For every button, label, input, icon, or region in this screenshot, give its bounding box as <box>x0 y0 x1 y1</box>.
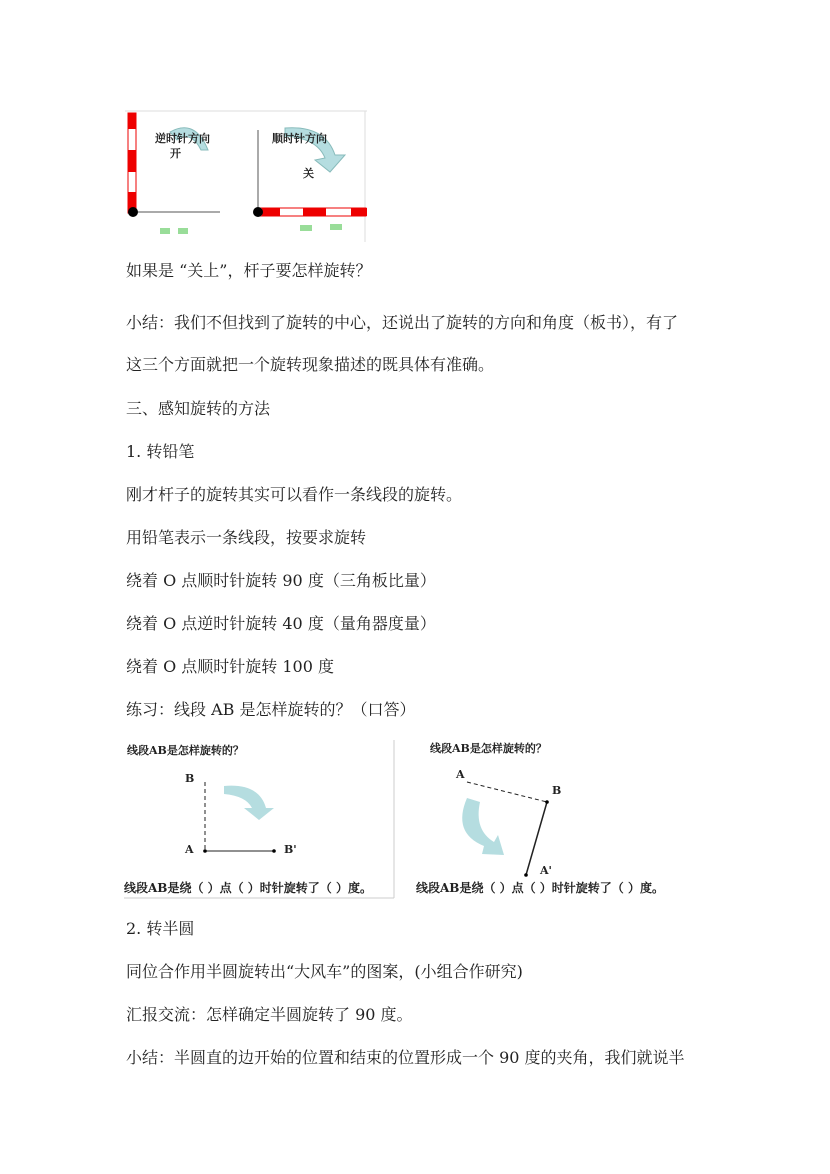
point-b-label: B <box>185 772 195 785</box>
paragraph: 练习：线段 AB 是怎样旋转的？（口答） <box>126 700 416 719</box>
exercise-question: 线段AB是绕（ ）点（ ）时针旋转了（ ）度。 <box>416 881 664 895</box>
point-a-label: A <box>456 768 465 781</box>
paragraph: 用铅笔表示一条线段，按要求旋转 <box>126 528 367 547</box>
open-label: 开 <box>170 147 181 160</box>
subheading: 1. 转铅笔 <box>126 442 195 461</box>
exercise-question: 线段AB是绕（ ）点（ ）时针旋转了（ ）度。 <box>124 881 372 895</box>
gate-rotation-figure <box>125 110 367 242</box>
point-a-label: A <box>185 843 194 856</box>
exercise-right-diagram <box>412 738 702 900</box>
paragraph: 绕着 O 点顺时针旋转 90 度（三角板比量） <box>126 571 436 590</box>
point-b-prime-label: B' <box>284 843 297 856</box>
paragraph: 小结：半圆直的边开始的位置和结束的位置形成一个 90 度的夹角，我们就说半 <box>126 1048 685 1067</box>
exercise-title: 线段AB是怎样旋转的？ <box>127 744 244 757</box>
exercise-left-diagram <box>124 738 396 900</box>
clockwise-label: 顺时针方向 <box>272 132 327 145</box>
paragraph: 这三个方面就把一个旋转现象描述的既具体有准确。 <box>126 355 495 374</box>
close-label: 关 <box>303 167 314 180</box>
subheading: 2. 转半圆 <box>126 919 195 938</box>
paragraph: 绕着 O 点逆时针旋转 40 度（量角器度量） <box>126 614 436 633</box>
rotation-exercise-right <box>412 738 702 900</box>
point-a-prime-label: A' <box>540 864 552 877</box>
counterclockwise-label: 逆时针方向 <box>155 132 210 145</box>
paragraph: 如果是 “关上”，杆子要怎样旋转？ <box>126 261 372 280</box>
rotation-exercise-left <box>124 738 396 900</box>
paragraph: 小结：我们不但找到了旋转的中心，还说出了旋转的方向和角度（板书），有了 <box>126 313 679 332</box>
exercise-title: 线段AB是怎样旋转的？ <box>430 742 547 755</box>
point-b-label: B <box>552 784 562 797</box>
section-heading: 三、感知旋转的方法 <box>126 399 271 418</box>
paragraph: 刚才杆子的旋转其实可以看作一条线段的旋转。 <box>126 485 463 504</box>
paragraph: 汇报交流：怎样确定半圆旋转了 90 度。 <box>126 1005 413 1024</box>
paragraph: 绕着 O 点顺时针旋转 100 度 <box>126 657 335 676</box>
paragraph: 同位合作用半圆旋转出“大风车”的图案，(小组合作研究) <box>126 962 523 981</box>
